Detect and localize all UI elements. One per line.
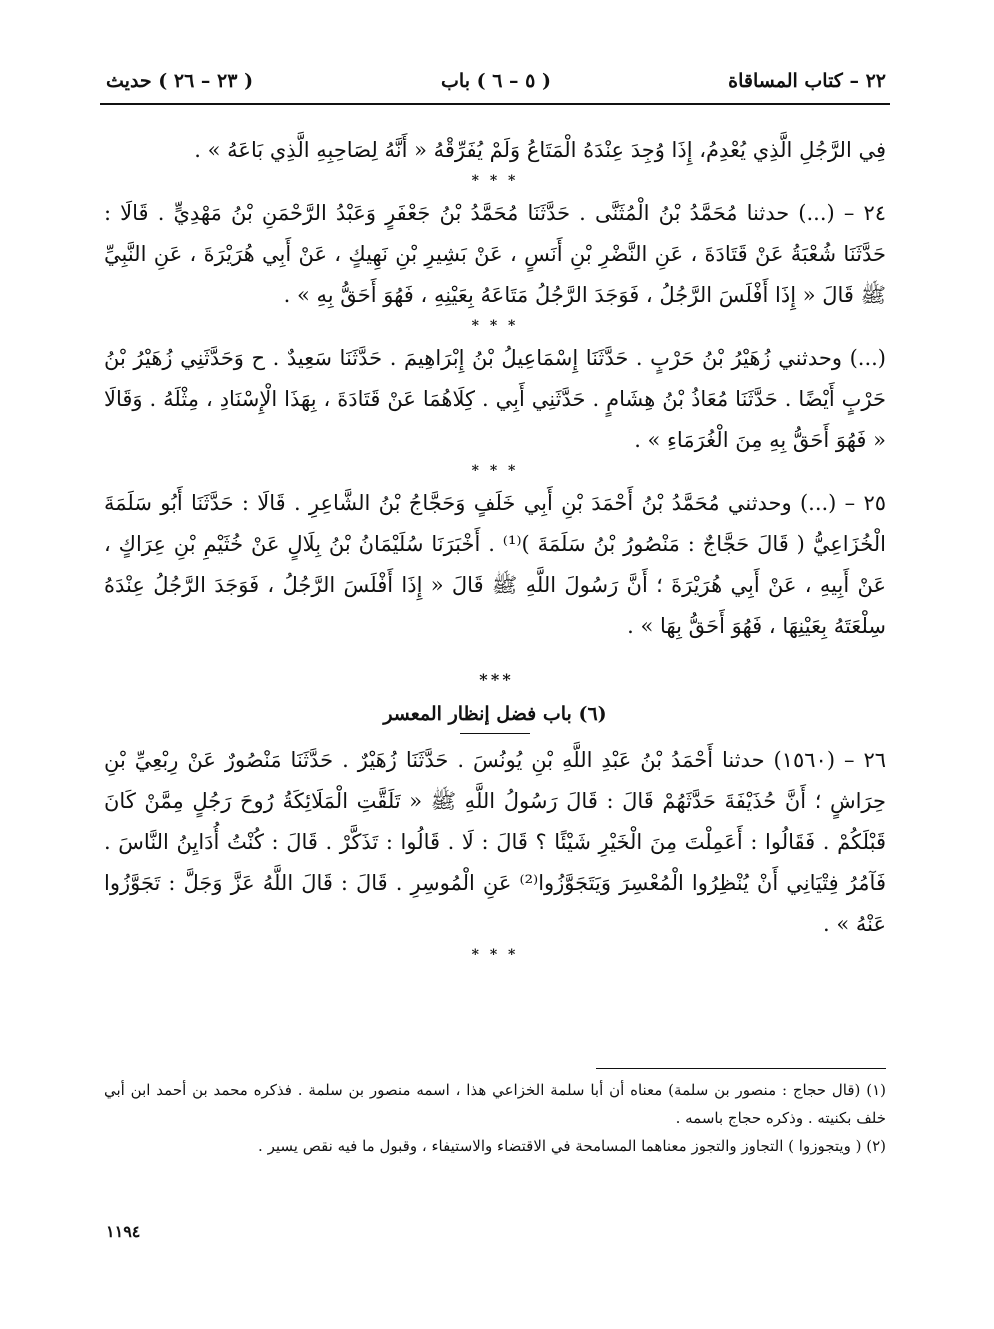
hadith-26: ٢٦ – (١٥٦٠) حدثنا أَحْمَدُ بْنُ عَبْدِ اللَّهِ بْنِ يُونُسَ . حَدَّثَنَا زُهَيْرٌ . حَدَّثَنَا مَنْصُورٌ عَنْ رِبْعِيِّ بْنِ حِرَاشٍ ؛ أَنَّ حُذَيْفَةَ حَدَّثَهُمْ قَالَ : قَالَ رَسُولُ اللَّهِ ﷺ « تَلَقَّتِ الْمَلَائِكَةُ رُوحَ رَجُلٍ مِمَّنْ كَانَ قَبْلَكُمْ . فَقَالُوا : أَعَمِلْتَ مِنَ الْخَيْرِ شَيْئًا ؟ قَالَ : لَا . قَالُوا : تَذَكَّرْ . قَالَ : كُنْتُ أُدَايِنُ النَّاسَ . فَآمُرُ فِتْيَانِي أَنْ يُنْظِرُوا الْمُعْسِرَ وَيَتَجَوَّزُوا⁽²⁾ عَنِ الْمُوسِرِ . قَالَ : قَالَ اللَّهُ عَزَّ وَجَلَّ : تَجَوَّزُوا عَنْهُ » .	[104, 748, 887, 936]
separator-stars: * * *	[471, 318, 519, 334]
page-number: ١١٩٤	[106, 1222, 141, 1241]
paragraph-continuation: فِي الرَّجُلِ الَّذِي يُعْدِمُ، إِذَا وُجِدَ عِنْدَهُ الْمَتَاعُ وَلَمْ يُفَرِّقْهُ « أَنَّهُ لِصَاحِبِهِ الَّذِي بَاعَهُ » .	[194, 138, 886, 162]
header-book-title: ٢٢ – كتاب المساقاة	[728, 70, 886, 92]
separator-stars: * * *	[471, 173, 519, 189]
hadith-24-variant: (...) وحدثني زُهَيْرُ بْنُ حَرْبٍ . حَدَّثَنَا إِسْمَاعِيلُ بْنُ إِبْرَاهِيمَ . حَدَّثَنَا سَعِيدٌ . ح وَحَدَّثَنِي زُهَيْرُ بْنُ حَرْبٍ أَيْضًا . حَدَّثَنَا مُعَاذُ بْنُ هِشَامٍ . حَدَّثَنِي أَبِي . كِلَاهُمَا عَنْ قَتَادَةَ ، بِهَذَا الْإِسْنَادِ ، مِثْلَهُ . وَقَالَا « فَهُوَ أَحَقُّ بِهِ مِنَ الْغُرَمَاءِ » .	[104, 346, 886, 452]
separator-stars: * * *	[471, 463, 519, 479]
main-text	[104, 130, 886, 967]
header-rule	[100, 103, 890, 105]
chapter-title-rule	[460, 733, 530, 734]
hadith-25: ٢٥ – (...) وحدثني مُحَمَّدُ بْنُ أَحْمَدَ بْنِ أَبِي خَلَفٍ وَحَجَّاجُ بْنُ الشَّاعِرِ . قَالَا : حَدَّثَنَا أَبُو سَلَمَةَ الْخُزَاعِيُّ ( قَالَ حَجَّاجٌ : مَنْصُورُ بْنُ سَلَمَةَ )⁽¹⁾ . أَخْبَرَنَا سُلَيْمَانُ بْنُ بِلَالٍ عَنْ خُثَيْمِ بْنِ عِرَاكٍ ، عَنْ أَبِيهِ ، عَنْ أَبِي هُرَيْرَةَ ؛ أَنَّ رَسُولَ اللَّهِ ﷺ قَالَ « إِذَا أَفْلَسَ الرَّجُلُ ، فَوَجَدَ الرَّجُلُ عِنْدَهُ سِلْعَتَهُ بِعَيْنِهَا ، فَهُوَ أَحَقُّ بِهَا » .	[104, 491, 886, 638]
header-hadith-range: ( ٢٣ – ٢٦ ) حديث	[106, 70, 254, 92]
separator-chapter: * * *	[479, 670, 511, 689]
chapter-title: (٦) باب فضل إنظار المعسر	[383, 703, 607, 725]
footnote-1: (١) (قال حجاج : منصور بن سلمة) معناه أن أبا سلمة الخزاعي هذا ، اسمه منصور بن سلمة . فذكره محمد بن أحمد ابن أبي خلف بكنيته . وذكره حجاج باسمه .	[104, 1081, 886, 1127]
separator-stars: * * *	[471, 947, 519, 963]
header-chapter-range: ( ٥ – ٦ ) باب	[441, 70, 551, 92]
footnote-rule	[596, 1068, 886, 1069]
footnote-2: (٢) ( ويتجوزوا ) التجاوز والتجوز معناهما المسامحة في الاقتضاء والاستيفاء ، وقبول ما فيه نقص يسير .	[258, 1137, 886, 1155]
running-header	[106, 66, 886, 102]
hadith-24: ٢٤ – (...) حدثنا مُحَمَّدُ بْنُ الْمُثَنَّى . حَدَّثَنَا مُحَمَّدُ بْنُ جَعْفَرٍ وَعَبْدُ الرَّحْمَنِ بْنُ مَهْدِيٍّ . قَالَا : حَدَّثَنَا شُعْبَةُ عَنْ قَتَادَةَ ، عَنِ النَّضْرِ بْنِ أَنَسٍ ، عَنْ بَشِيرِ بْنِ نَهِيكٍ ، عَنْ أَبِي هُرَيْرَةَ ، عَنِ النَّبِيِّ ﷺ قَالَ « إِذَا أَفْلَسَ الرَّجُلُ ، فَوَجَدَ الرَّجُلُ مَتَاعَهُ بِعَيْنِهِ ، فَهُوَ أَحَقُّ بِهِ » .	[104, 201, 886, 307]
footnotes	[104, 1076, 886, 1160]
